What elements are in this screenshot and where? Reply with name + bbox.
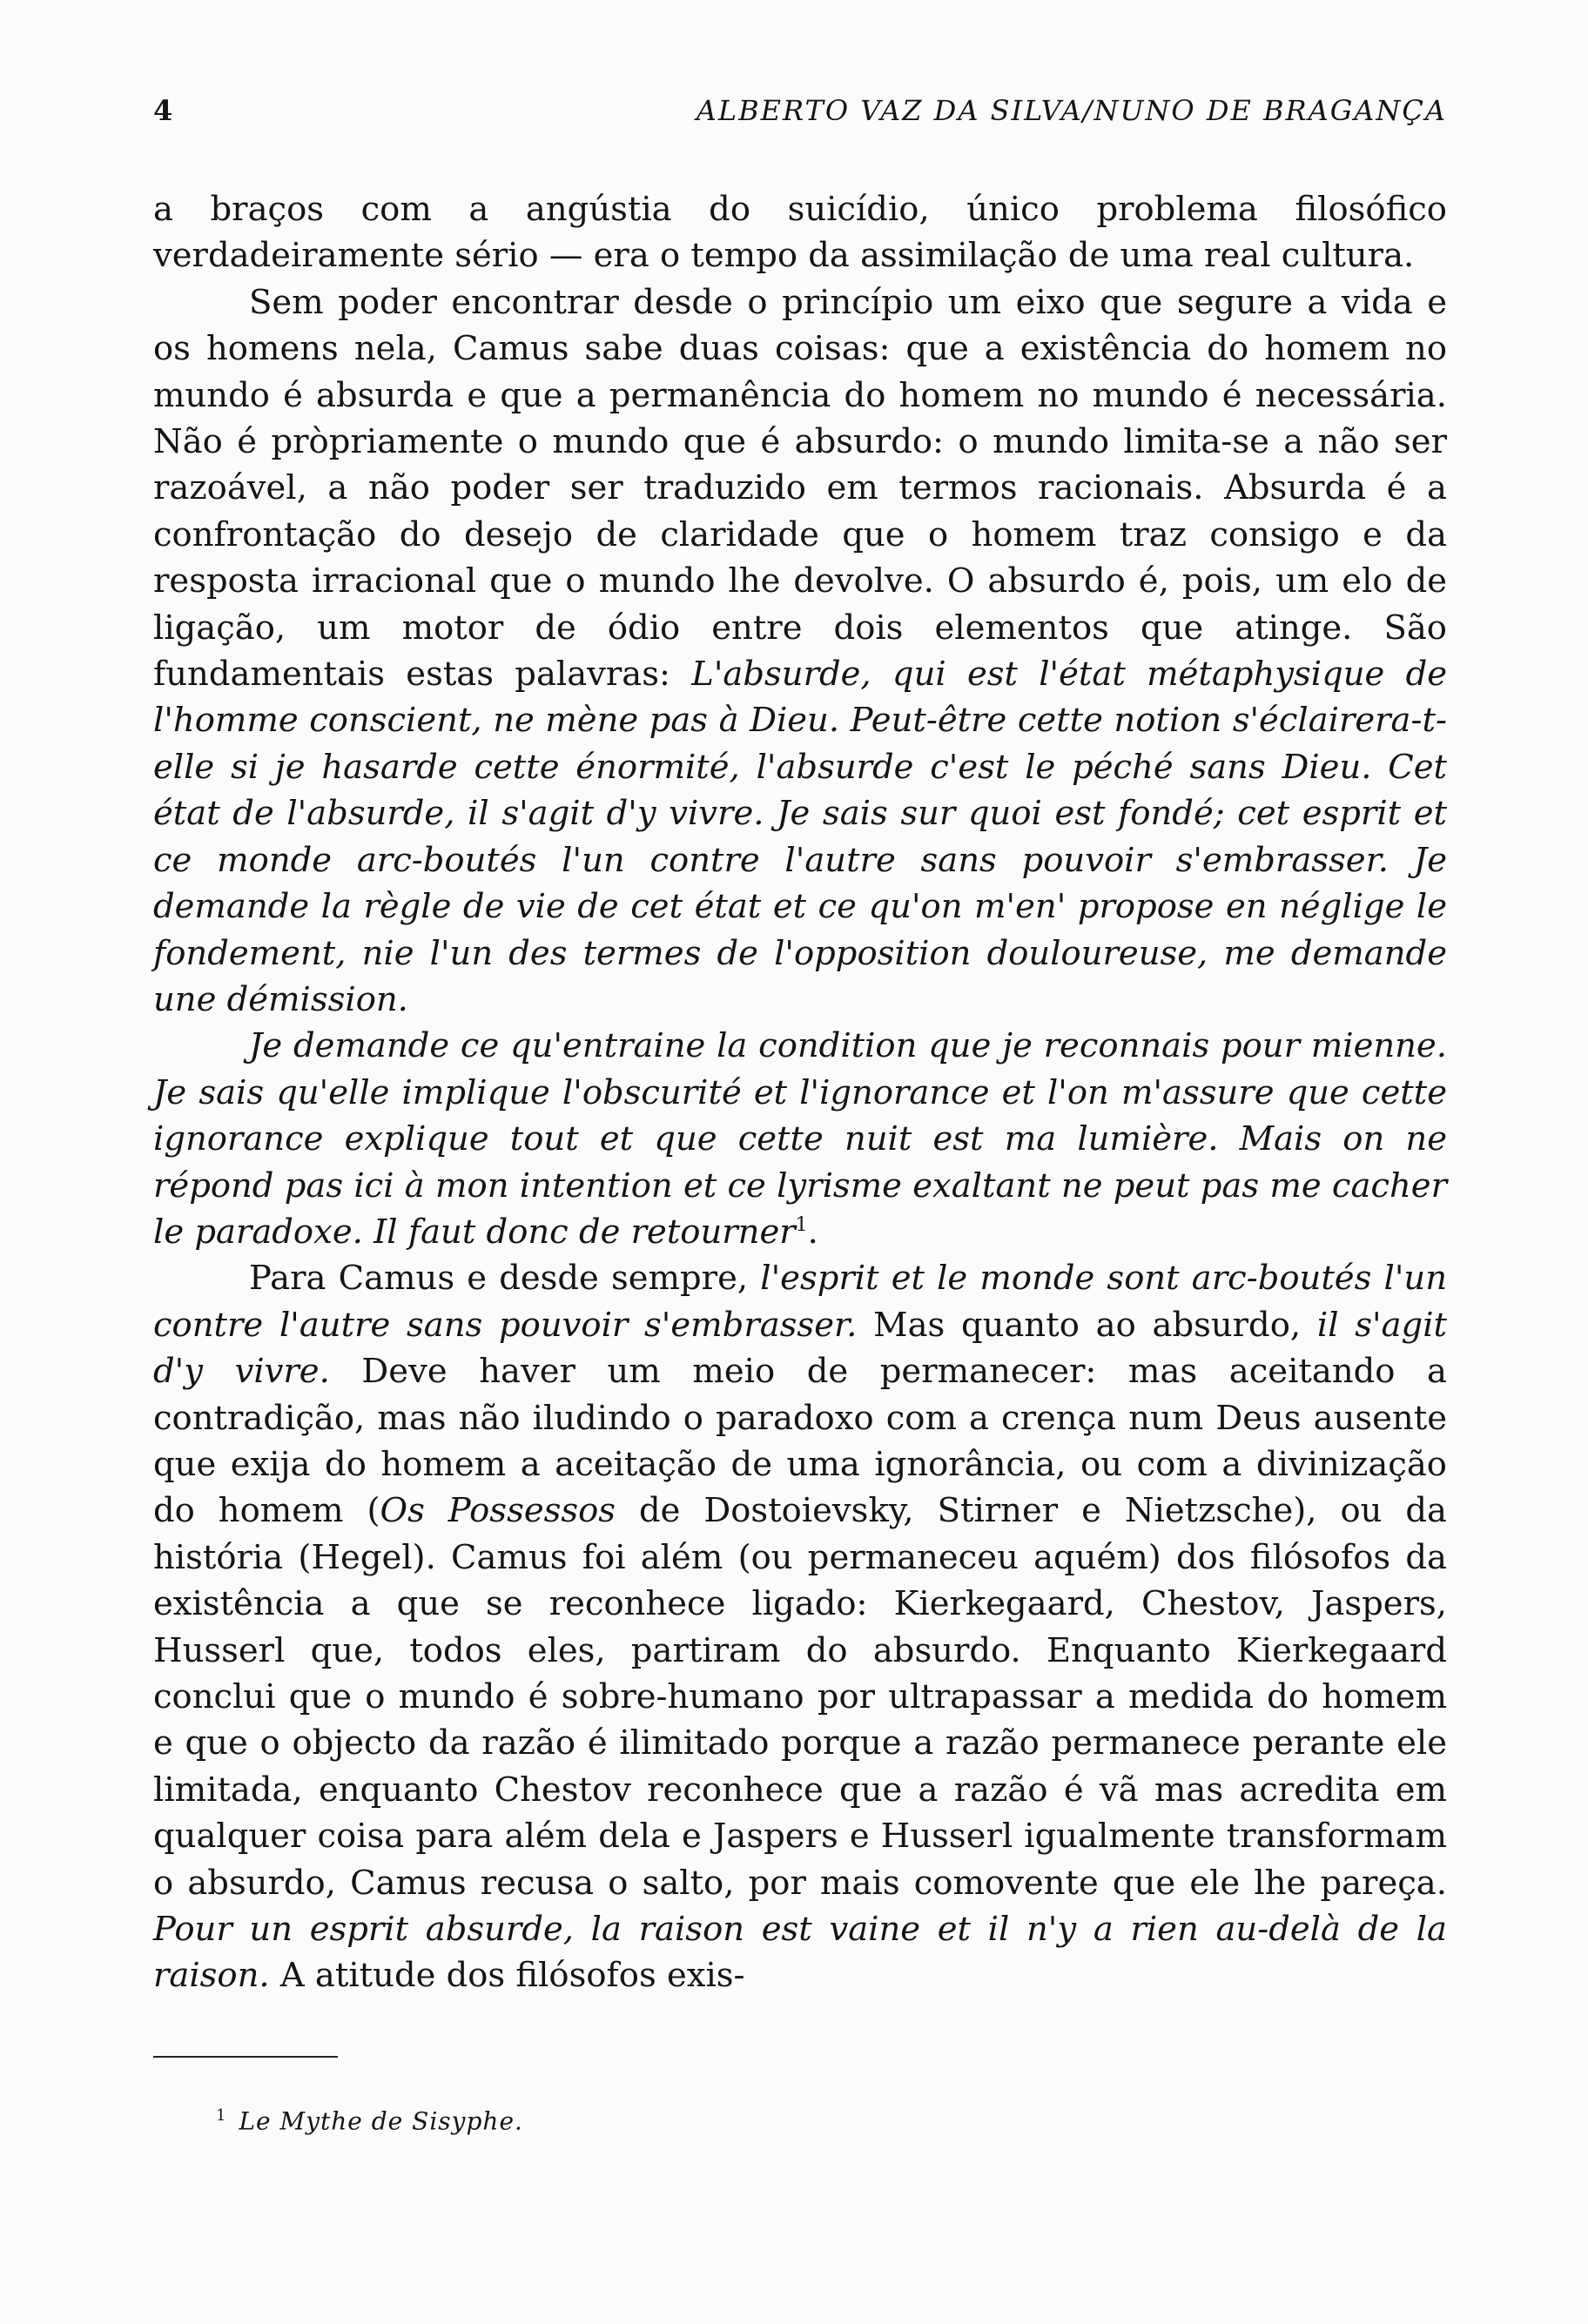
footnote-rule — [153, 2056, 338, 2058]
italic-quote: Pour un esprit absurde, la raison est vaine et il n'y a rien au-delà de la raison. — [153, 1910, 1447, 1996]
paragraph — [153, 1023, 1447, 1255]
italic-quote: il s'agit d'y vivre. — [153, 1305, 1447, 1392]
italic-quote: Os Possessos — [380, 1491, 616, 1531]
text-run: . — [807, 1212, 818, 1252]
footnote-reference: 1 — [795, 1214, 808, 1237]
italic-quote: l'esprit et le monde sont arc-boutés l'un contre l'autre sans pouvoir s'embrasser. — [153, 1259, 1447, 1345]
page-number: 4 — [153, 94, 175, 127]
body-text — [153, 186, 1447, 1999]
text-run: de Dostoievsky, Stirner e Nietzsche), ou da história (Hegel). Camus foi além (ou permaneceu aquém) dos filósofos da existência a que se reconhece ligado: Kierkegaard, Chestov, Jaspers, Husserl que, todos eles, partiram do absurdo. Enquanto Kierkegaard conclui que o mundo é sobre-humano por ultrapassar a medida do homem e que o objecto da razão é ilimitado porque a razão permanece perante ele limitada, enquanto Chestov reconhece que a razão é vã mas acredita em qualquer coisa para além dela e Jaspers e Husserl igualmente transformam o absurdo, Camus recusa o salto, por mais comovente que ele lhe pareça. — [153, 1491, 1447, 1903]
paragraph — [153, 1255, 1447, 1999]
footnote-mark: 1 — [216, 2106, 227, 2125]
running-head: ALBERTO VAZ DA SILVA/NUNO DE BRAGANÇA — [696, 94, 1447, 127]
paragraph — [153, 186, 1447, 279]
text-run: Para Camus e desde sempre, — [249, 1259, 761, 1299]
page-header — [153, 94, 1447, 138]
text-run: Sem poder encontrar desde o princípio um eixo que segure a vida e os homens nela, Camus sabe duas coisas: que a existência do homem no mundo é absurda e que a permanência do homem no mundo é necessária. Não é pròpriamente o mundo que é absurdo: o mundo limita-se a não ser razoável, a não poder ser traduzido em termos racionais. Absurda é a confrontação do desejo de claridade que o homem traz consigo e da resposta irracional que o mundo lhe devolve. O absurdo é, pois, um elo de ligação, um motor de ódio entre dois elementos que atinge. São fundamentais estas palavras: — [153, 282, 1447, 695]
italic-quote: L'absurde, qui est l'état métaphysique de l'homme conscient, ne mène pas à Dieu. Peut-être cette notion s'éclairera-t-elle si je hasarde cette énormité, l'absurde c'est le péché sans Dieu. Cet état de l'absurde, il s'agit d'y vivre. Je sais sur quoi est fondé; cet esprit et ce monde arc-boutés l'un contre l'autre sans pouvoir s'embrasser. Je demande la règle de vie de cet état et ce qu'on m'en' propose en néglige le fondement, nie l'un des termes de l'opposition douloureuse, me demande une démission. — [153, 655, 1447, 1019]
text-run: Mas quanto ao absurdo, — [857, 1305, 1317, 1345]
footnote — [216, 2106, 523, 2135]
footnote-text: Le Mythe de Sisyphe. — [239, 2106, 523, 2136]
italic-quote: Je demande ce qu'entraine la condition que je reconnais pour mienne. Je sais qu'elle implique l'obscurité et l'ignorance et l'on m'assure que cette ignorance explique tout et que cette nuit est ma lumière. Mais on ne répond pas ici à mon intention et ce lyrisme exaltant ne peut pas me cacher le paradoxe. Il faut donc de retourner — [153, 1026, 1447, 1252]
text-run: Deve haver um meio de permanecer: mas aceitando a contradição, mas não iludindo o paradoxo com a crença num Deus ausente que exija do homem a aceitação de uma ignorância, ou com a divinização do homem ( — [153, 1352, 1447, 1531]
text-run: A atitude dos filósofos exis- — [269, 1956, 745, 1996]
text-run: a braços com a angústia do suicídio, único problema filosófico verdadeiramente sério — era o tempo da assimilação de uma real cultura. — [153, 190, 1447, 276]
paragraph — [153, 279, 1447, 1024]
